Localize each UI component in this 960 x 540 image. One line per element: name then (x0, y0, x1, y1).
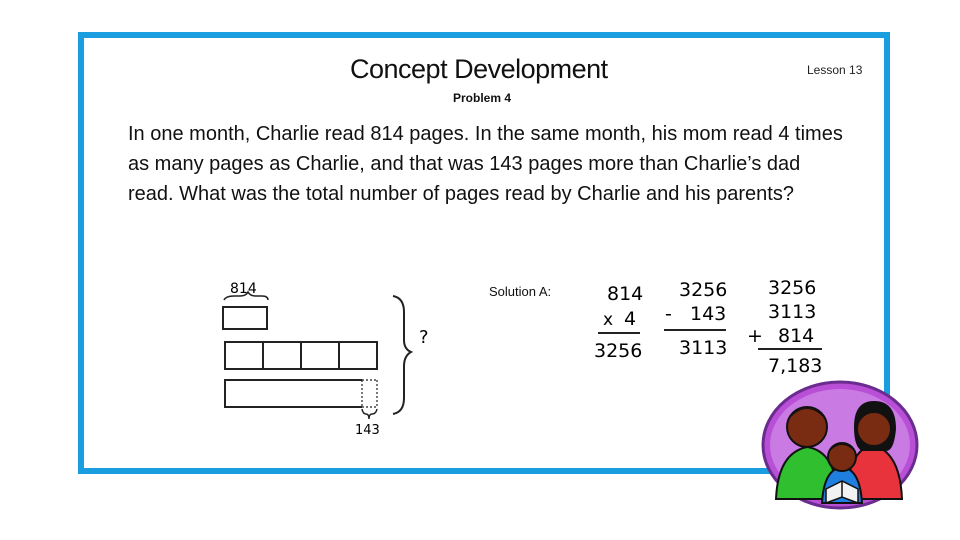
step3-result: 7,183 (768, 355, 823, 377)
step1-bottom: 4 (624, 308, 637, 330)
tape-difference-label: 143 (355, 423, 380, 438)
step2-top: 3256 (679, 279, 728, 301)
page-title: Concept Development (350, 54, 608, 84)
problem-text: In one month, Charlie read 814 pages. In the same month, his mom read 4 times as many pages as Charlie, and that was 143 pages more than Charlie’s dad read. What was the total number of pages read by Charlie and his parents? (128, 123, 843, 205)
step2-result: 3113 (679, 337, 728, 359)
problem-label: Problem 4 (453, 91, 512, 105)
step1-top: 814 (607, 283, 644, 305)
step2-bottom: 143 (690, 303, 727, 325)
step3-a: 3256 (768, 277, 817, 299)
family-reading-icon (762, 381, 922, 511)
lesson-label: Lesson 13 (807, 63, 863, 77)
step1-op: x (603, 310, 614, 330)
tape-top-label: 814 (230, 281, 257, 297)
step3-c: 814 (778, 325, 815, 347)
solution-label: Solution A: (489, 284, 552, 299)
tape-total-label: ? (419, 327, 429, 348)
step3-op: + (747, 325, 763, 347)
step2-op: - (665, 303, 672, 325)
step3-b: 3113 (768, 301, 817, 323)
step1-result: 3256 (594, 340, 643, 362)
